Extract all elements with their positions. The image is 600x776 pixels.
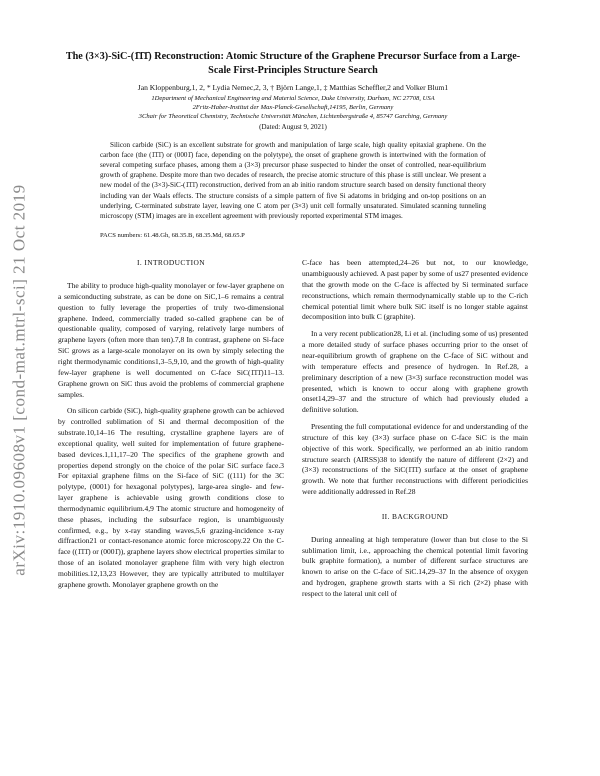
affiliation-3: 3Chair for Theoretical Chemistry, Technische Universität München, Lichtenbergstraße 4, 85747 Garching, Germany: [138, 113, 448, 121]
arxiv-identifier: arXiv:1910.09608v1 [cond-mat.mtrl-sci] 21 Oct 2019: [10, 184, 29, 576]
paragraph: On silicon carbide (SiC), high-quality graphene growth can be achieved by controlled sublimation of Si and thermal decomposition of the substrate.10,14–16 The resulting, crystalline graphene layers are of exceptional quality, well suited for implementation of future graphene-based devices.1,11,17–20 The specifics of the graphene growth and properties depend strongly on the choice of the polar SiC surface face.3 For epitaxial graphene films on the Si-face of SiC ((111) for the 3C polytype, (0001) for hexagonal polytypes), large-area single- and few-layer graphene is achievable using growth conditions close to thermodynamic equilibrium.4,9 The atomic structure and homogeneity of these phases, including the subsurface region, is unambiguously confirmed, e.g., by x-ray standing waves,5,6 grazing-incidence x-ray diffraction21 or contact-resonance atomic force microscopy.22 On the C-face ((1̄1̄1̄) or (0001̄)), graphene layers show electrical properties similar to those of an isolated monolayer graphene film with very high electron mobilities.12,13,23 However, they are typically attributed to multilayer graphene growth. Monolayer graphene growth on the: [58, 406, 284, 589]
affiliation-2: 2Fritz-Haber-Institut der Max-Planck-Gesellschaft,14195, Berlin, Germany: [192, 104, 394, 112]
right-column: [302, 258, 528, 606]
paragraph: C-face has been attempted,24–26 but not, to our knowledge, unambiguously achieved. A past paper by some of us27 presented evidence that the growth mode on the C-face is affected by Si terminated surface reconstructions, which remain thermodynamically stable up to the C-rich chemical potential limit where bulk SiC itself is no longer stable against decomposition into bulk C (graphite).: [302, 258, 528, 322]
paper-title: The (3×3)-SiC-(1̄1̄1̄) Reconstruction: Atomic Structure of the Graphene Precursor Surface from a Large-Scale First-Principles Structure Search: [65, 51, 521, 76]
left-column: [58, 258, 284, 606]
section-heading-background: II. BACKGROUND: [381, 511, 449, 521]
paper-page: [58, 50, 528, 606]
paragraph: Presenting the full computational evidence for and understanding of the structure of this key (3×3) surface phase on C-face SiC is the main objective of this work. Specifically, we performed an ab initio random structure search (AIRSS)38 to identify the nature of different (2×2) and (3×3) reconstructions of the SiC(1̄1̄1̄) surface at the onset of graphene growth. We note that further reconstructions with different periodicities were additionally addressed in Ref.28: [302, 422, 528, 497]
arxiv-stamp: [6, 160, 34, 600]
section-heading-introduction: I. INTRODUCTION: [137, 258, 205, 268]
pacs-numbers: PACS numbers: 61.48.Gh, 68.35.B, 68.35.Md, 68.65.P: [100, 232, 245, 240]
abstract: Silicon carbide (SiC) is an excellent substrate for growth and manipulation of large scale, high quality epitaxial graphene. On the carbon face (the (1̄1̄1̄) or (0001̄) face, depending on the polytype), the onset of graphene growth is intertwined with the formation of several competing surface phases, among them a (3×3) precursor phase suspected to hinder the onset of controlled, near-equilibrium growth of graphene. Despite more than two decades of research, the precise atomic structure of this phase is still unclear. We present a new model of the (3×3)-SiC-(1̄1̄1̄) reconstruction, derived from an ab initio random structure search based on density functional theory including van der Waals effects. The structure consists of a simple pattern of five Si adatoms in bridging and on-top positions on an underlying, C-terminated substrate layer, leaving one C atom per (3×3) unit cell formally unsaturated. Simulated scanning tunneling microscopy (STM) images are in excellent agreement with previously reported experimental STM images.: [100, 140, 486, 221]
paragraph: In a very recent publication28, Li et al. (including some of us) presented a more detailed study of surface phases occurring prior to the onset of near-equilibrium growth of graphene on the C-face of SiC without and with temperature effects and presence of hydrogen. In Ref.28, a preliminary description of a new (3×3) surface reconstruction model was presented, which is known to occur along with graphene growth onset14,29–37 and the structure of which had previously eluded a definitive solution.: [302, 329, 529, 415]
author-list: Jan Kloppenburg,1, 2, * Lydia Nemec,2, 3, † Björn Lange,1, ‡ Matthias Scheffler,2 and Volker Blum1: [137, 83, 449, 92]
paragraph: The ability to produce high-quality monolayer or few-layer graphene on a semiconducting substrate, as can be done on SiC,1–6 remains a central question to fully leverage the properties of truly two-dimensional graphene. Indeed, commercially traded so-called graphene can be of questionable quality, composed of varying, relatively large numbers of graphene layers (often more than ten).7,8 In contrast, graphene on Si-face SiC grows as a large-scale monolayer on its own by simply selecting the right thermodynamic conditions1,3–5,9,10, and the growth of high-quality few-layer graphene is well documented on C-face SiC(1̄1̄1̄)11–13. Graphene grown on SiC thus avoid the problems of commercial graphene samples.: [58, 281, 284, 399]
date-line: (Dated: August 9, 2021): [259, 122, 327, 131]
two-column-body: [58, 258, 528, 606]
affiliation-1: 1Department of Mechanical Engineering and Material Science, Duke University, Durham, NC 27708, USA: [151, 95, 435, 102]
paragraph: During annealing at high temperature (lower than but close to the Si sublimation limit, i.e., approaching the chemical potential limit favoring bulk graphite formation), a number of different surface structures are known to arise on the C-face of SiC.14,29–37 In the absence of oxygen and hydrogen, graphene growth starts with a Si rich (2×2) phase with respect to the lateral unit cell of: [302, 534, 528, 599]
